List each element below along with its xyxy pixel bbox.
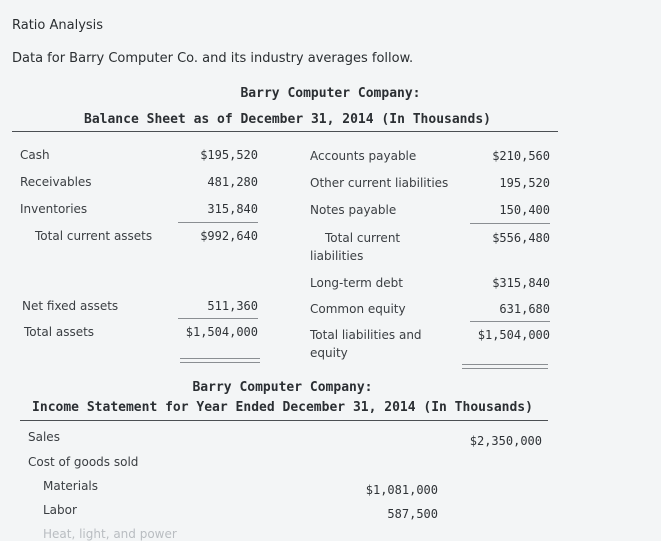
liab-label-accounts-payable: Accounts payable <box>310 149 417 163</box>
liab-value-total: $1,504,000 <box>477 328 550 342</box>
liab-label-total-2: equity <box>310 346 348 360</box>
asset-total-rule <box>178 318 258 319</box>
liab-label-long-term-debt: Long-term debt <box>310 276 404 290</box>
header-rule <box>12 131 558 132</box>
asset-label-net-fixed: Net fixed assets <box>22 299 119 313</box>
income-header-rule <box>20 420 548 421</box>
asset-value-net-fixed: 511,360 <box>207 299 258 313</box>
income-statement-company: Barry Computer Company: <box>192 380 373 395</box>
liab-double-rule <box>462 364 548 369</box>
liab-label-total-current-1: Total current <box>325 231 401 245</box>
income-value-materials: $1,081,000 <box>365 483 438 497</box>
asset-value-total-assets: $1,504,000 <box>185 325 258 339</box>
asset-double-rule <box>180 358 260 363</box>
income-label-cogs: Cost of goods sold <box>28 455 139 469</box>
balance-sheet-heading: Balance Sheet as of December 31, 2014 (In Thousands) <box>84 112 491 127</box>
income-label-labor: Labor <box>43 503 77 517</box>
asset-label-total-current: Total current assets <box>35 229 153 243</box>
income-label-materials: Materials <box>43 479 99 493</box>
asset-value-inventories: 315,840 <box>207 202 258 216</box>
liab-value-total-current: $556,480 <box>492 231 550 245</box>
liab-label-common-equity: Common equity <box>310 302 406 316</box>
liab-value-common-equity: 631,680 <box>499 302 550 316</box>
liab-total-rule <box>470 321 550 322</box>
income-value-labor: 587,500 <box>387 507 438 521</box>
liab-value-other-current: 195,520 <box>499 176 550 190</box>
liab-value-accounts-payable: $210,560 <box>492 149 550 163</box>
asset-value-cash: $195,520 <box>200 148 258 162</box>
liab-subtotal-rule <box>470 223 550 224</box>
income-value-sales: $2,350,000 <box>469 434 542 448</box>
liab-label-notes-payable: Notes payable <box>310 203 397 217</box>
asset-label-receivables: Receivables <box>20 175 92 189</box>
liab-label-total-current-2: liabilities <box>310 249 364 263</box>
asset-subtotal-rule <box>178 222 258 223</box>
income-label-utilities: Heat, light, and power <box>43 527 177 541</box>
income-label-sales: Sales <box>28 430 60 444</box>
liab-label-other-current: Other current liabilities <box>310 176 449 190</box>
liab-value-long-term-debt: $315,840 <box>492 276 550 290</box>
intro-text: Data for Barry Computer Co. and its industry averages follow. <box>12 51 414 66</box>
page-title: Ratio Analysis <box>12 18 104 33</box>
liab-label-total-1: Total liabilities and <box>310 328 422 342</box>
asset-label-cash: Cash <box>20 148 50 162</box>
balance-sheet-company: Barry Computer Company: <box>240 86 421 101</box>
asset-label-total-assets: Total assets <box>24 325 95 339</box>
asset-value-total-current: $992,640 <box>200 229 258 243</box>
liab-value-notes-payable: 150,400 <box>499 203 550 217</box>
income-statement-heading: Income Statement for Year Ended December 31, 2014 (In Thousands) <box>32 400 533 415</box>
asset-label-inventories: Inventories <box>20 202 88 216</box>
asset-value-receivables: 481,280 <box>207 175 258 189</box>
